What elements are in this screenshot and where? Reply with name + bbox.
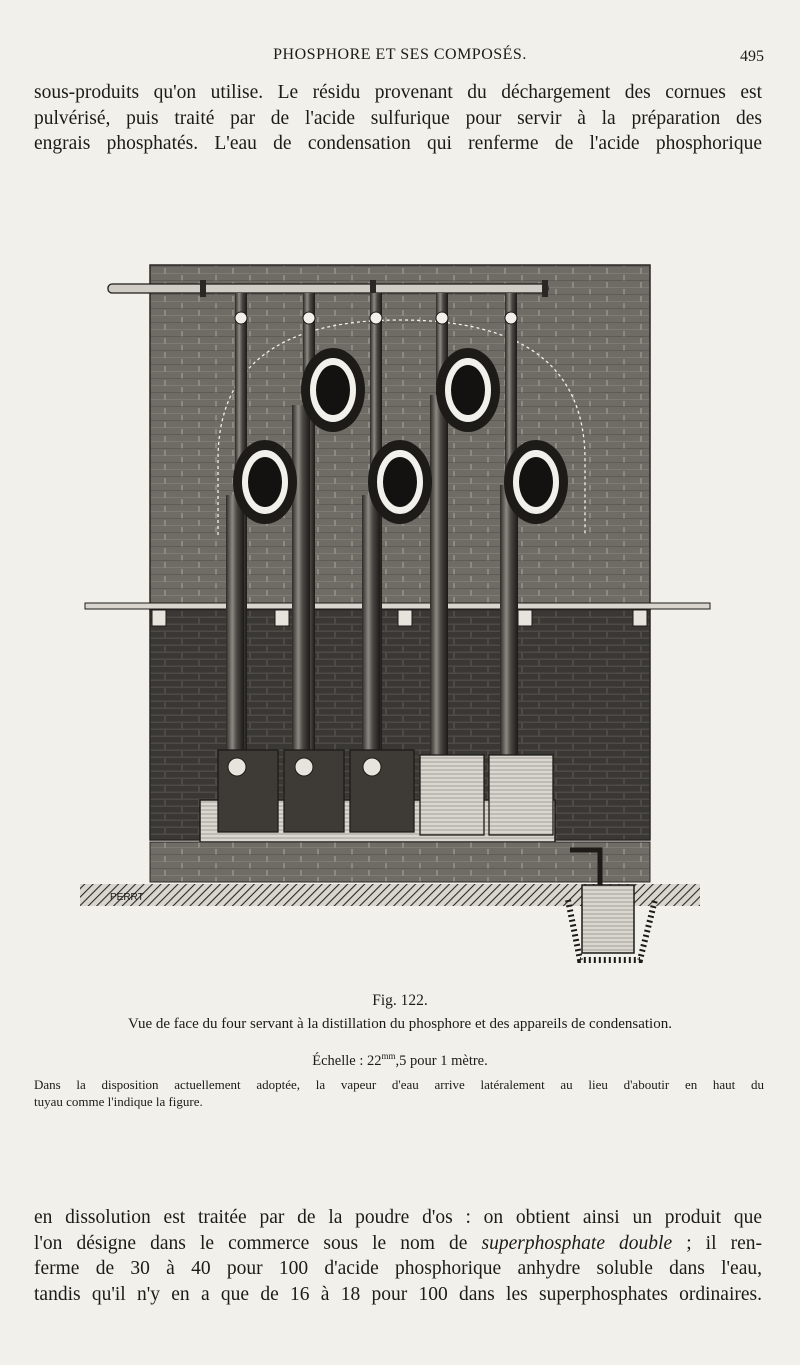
figure-note bbox=[34, 1076, 764, 1110]
figure-illustration bbox=[80, 260, 720, 990]
note-line: Dans la disposition actuellement adoptée, la vapeur d'eau arrive latéralement au lieu d'aboutir en haut du bbox=[34, 1077, 764, 1092]
furnace-engraving bbox=[80, 260, 720, 990]
text-line: pulvérisé, puis traité par de l'acide sulfurique pour servir à la préparation des bbox=[34, 107, 762, 129]
text-line: sous-produits qu'on utilise. Le résidu provenant du déchargement des cornues est bbox=[34, 82, 762, 103]
condenser-boxes bbox=[218, 750, 553, 835]
engraver-signature: PERRT bbox=[110, 892, 144, 903]
text-line: l'on désigne dans le commerce sous le nom de superphosphate double ; il ren- bbox=[34, 1232, 762, 1254]
running-header bbox=[36, 46, 764, 74]
figure-description: Vue de face du four servant à la distillation du phosphore et des appareils de condensation. bbox=[128, 1016, 672, 1032]
note-line: tuyau comme l'indique la figure. bbox=[34, 1094, 203, 1109]
italic-term: superphosphate double bbox=[481, 1232, 673, 1254]
text-line: tandis qu'il n'y en a que de 16 à 18 pour 100 dans les superphosphates ordinaires. bbox=[34, 1283, 762, 1305]
paragraph-top bbox=[34, 80, 762, 157]
text-line: ferme de 30 à 40 pour 100 d'acide phosphorique anhydre soluble dans l'eau, bbox=[34, 1258, 762, 1279]
text-line: en dissolution est traitée par de la poudre d'os : on obtient ainsi un produit que bbox=[34, 1207, 762, 1228]
figure-number: Fig. 122. bbox=[372, 992, 428, 1009]
page-number: 495 bbox=[740, 48, 764, 65]
text-line: engrais phosphatés. L'eau de condensation qui renferme de l'acide phosphorique bbox=[34, 133, 762, 154]
paragraph-bottom bbox=[34, 1205, 762, 1307]
running-title: PHOSPHORE ET SES COMPOSÉS. bbox=[273, 46, 527, 63]
figure-scale: Échelle : $22^{mm},5$ pour 1 mètre. bbox=[312, 1051, 488, 1069]
